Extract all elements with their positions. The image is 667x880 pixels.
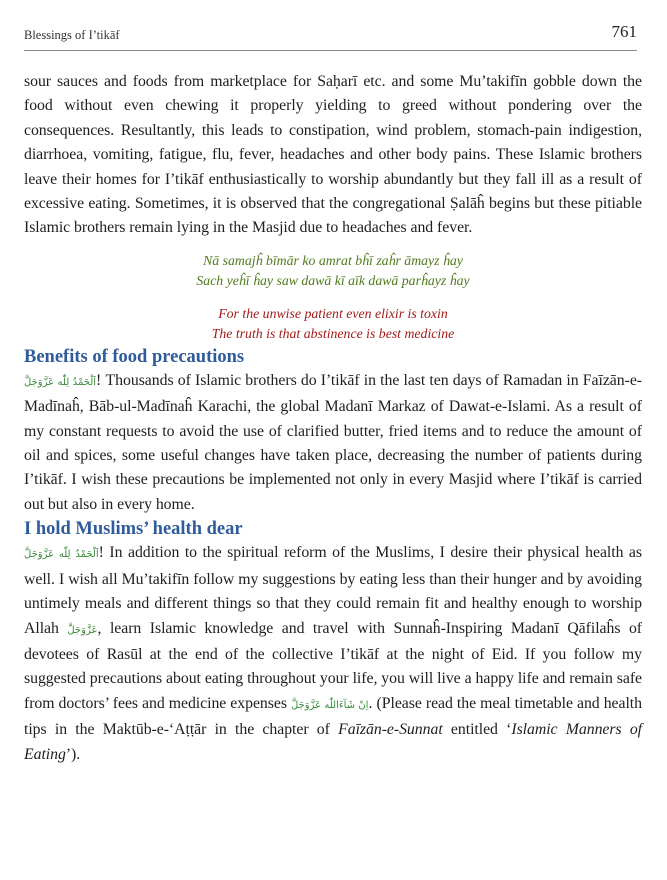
couplet-transliteration [24,251,642,292]
muslims-health-text-3: . (Please read the meal timetable and health tips in the Maktūb-e-‘Aṭṭār in the chapter of [24,694,642,739]
intro-paragraph: sour sauces and foods from marketplace for Saḥarī etc. and some Mu’takifīn gobble down the food without even chewing it properly yielding to greed without pondering over the consequences. Resultantly, this leads to constipation, wind problem, stomach-pain indigestion, diarrhoea, vomiting, fatigue, flu, fever, headaches and other body pains. These Islamic brothers leave their homes for I’tikāf enthusiastically to worship abundantly but they fall ill as a result of excessive eating. Sometimes, it is observed that the congregational Ṣalāĥ begins but these pitiable Islamic brothers remain lying in the Masjid due to headaches and fever. [24,73,642,237]
arabic-phrase-azzawajal: عَزَّوَجَلَّ [67,624,98,636]
running-title: Blessings of I’tikāf [24,28,120,42]
muslims-health-text-2: , learn Islamic knowledge and travel with Sunnaĥ-Inspiring Madanī Qāfilaĥs of devotees of Rasūl at the end of the collective I’tikāf at the night of Eid. If you follow my suggested precautions about eating throughout your life, you will live a happy life and remain safe from doctors’ fees and medicine expenses [24,619,643,712]
arabic-phrase-alhamdulillah: اَلْحَمْدُ لِلّٰه عَزَّوَجَلَّ [24,376,97,388]
muslims-health-paragraph [24,541,642,767]
couplet-translit-line-2: Sach yeĥī ĥay saw dawā kī aīk dawā parĥayz ĥay [196,273,470,289]
food-precautions-text: ! Thousands of Islamic brothers do I’tikāf in the last ten days of Ramadan in Faīzān-e-Madīnaĥ, Bāb-ul-Madīnaĥ Karachi, the global Madanī Markaz of Dawat-e-Islami. As a result of my constant requests to avoid the use of clarified butter, fried items and to reduce the amount of oil and spices, some useful changes have taken place, decreasing the number of patients during I’tikāf. I wish these precautions be implemented not only in every Masjid where I’tikāf is carried out but also in every home. [24,371,642,513]
section-heading-muslims-health: I hold Muslims’ health dear [24,519,243,540]
arabic-phrase-inshallah: اِنْ شَآءَاللّٰه عَزَّوَجَلَّ [290,699,369,711]
arabic-phrase-alhamdulillah-2: اَلْحَمْدُ لِلّٰه عَزَّوَجَلَّ [24,549,99,561]
page-number: 761 [611,22,637,41]
section-heading-food-precautions: Benefits of food precautions [24,346,245,367]
couplet-translit-line-1: Nā samajĥ bīmār ko amrat bĥī zaĥr āmayz ĥay [203,252,463,268]
poetry-couplet [24,251,642,345]
muslims-health-text-5: ’). [65,745,81,763]
couplet-translation-line-1: For the unwise patient even elixir is toxin [218,305,448,321]
food-precautions-paragraph [24,369,642,517]
muslims-health-text-4: entitled ‘ [442,721,512,739]
couplet-translation-line-2: The truth is that abstinence is best medicine [211,326,455,342]
running-header [24,22,637,51]
page-content [24,70,642,767]
book-title-faizan-e-sunnat: Faīzān-e-Sunnat [338,721,443,739]
chapter-title-manners-of-eating: Islamic Manners of Eating [24,721,643,763]
muslims-health-text-1: ! In addition to the spiritual reform of the Muslims, I desire their physical health as well. I wish all Mu’takifīn follow my suggestions by eating less than their hunger and by avoiding untimely meals and different things so that they could remain fit and healthy enough to worship Allah [24,544,642,637]
couplet-translation [24,304,642,345]
